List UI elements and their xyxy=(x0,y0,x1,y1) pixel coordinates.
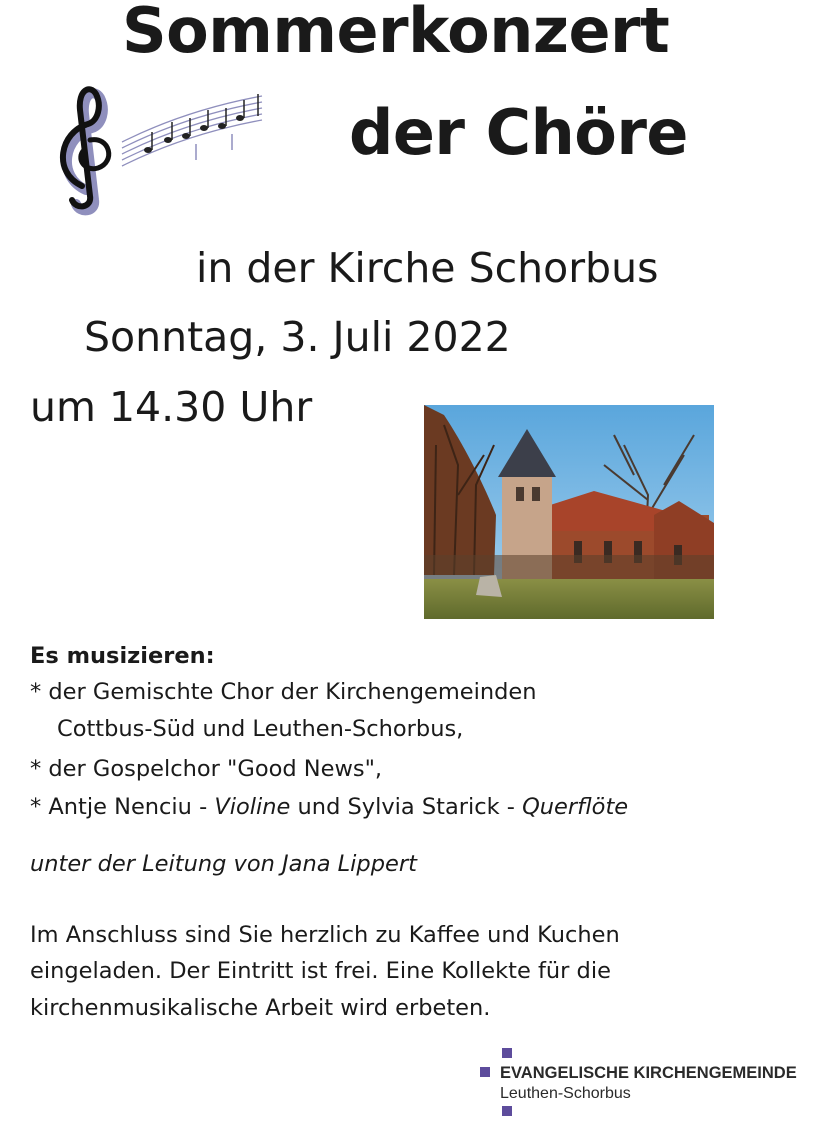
logo-square-bottom xyxy=(502,1106,512,1116)
title-line-1: Sommerkonzert xyxy=(122,0,670,67)
church-photo xyxy=(424,405,714,619)
info-line-2: eingeladen. Der Eintritt ist frei. Eine Kollekte für die xyxy=(30,958,611,984)
treble-clef-icon xyxy=(36,80,268,220)
instrument-violine: Violine xyxy=(214,794,291,820)
event-location: in der Kirche Schorbus xyxy=(196,244,659,292)
performer-line-4-a: * Antje Nenciu - xyxy=(30,794,215,820)
logo-subtitle: Leuthen-Schorbus xyxy=(500,1085,631,1102)
performer-line-2: Cottbus-Süd und Leuthen-Schorbus, xyxy=(57,716,464,742)
event-time: um 14.30 Uhr xyxy=(30,383,313,431)
performer-line-3: * der Gospelchor "Good News", xyxy=(30,756,383,782)
performer-line-1: * der Gemischte Chor der Kirchengemeinden xyxy=(30,679,537,705)
event-date: Sonntag, 3. Juli 2022 xyxy=(84,313,511,361)
logo-name: EVANGELISCHE KIRCHENGEMEINDE xyxy=(500,1064,797,1082)
info-line-3: kirchenmusikalische Arbeit wird erbeten. xyxy=(30,995,491,1021)
performer-line-4-c: und Sylvia Starick - xyxy=(290,794,523,820)
info-line-1: Im Anschluss sind Sie herzlich zu Kaffee und Kuchen xyxy=(30,922,620,948)
logo-square-left xyxy=(480,1067,490,1077)
title-line-2: der Chöre xyxy=(349,96,688,169)
logo-square-top xyxy=(502,1048,512,1058)
church-logo xyxy=(478,1046,828,1122)
conductor-line: unter der Leitung von Jana Lippert xyxy=(30,851,417,877)
instrument-querfloete: Querflöte xyxy=(522,794,629,820)
performer-line-4 xyxy=(30,794,628,820)
performers-heading: Es musizieren: xyxy=(30,643,215,669)
